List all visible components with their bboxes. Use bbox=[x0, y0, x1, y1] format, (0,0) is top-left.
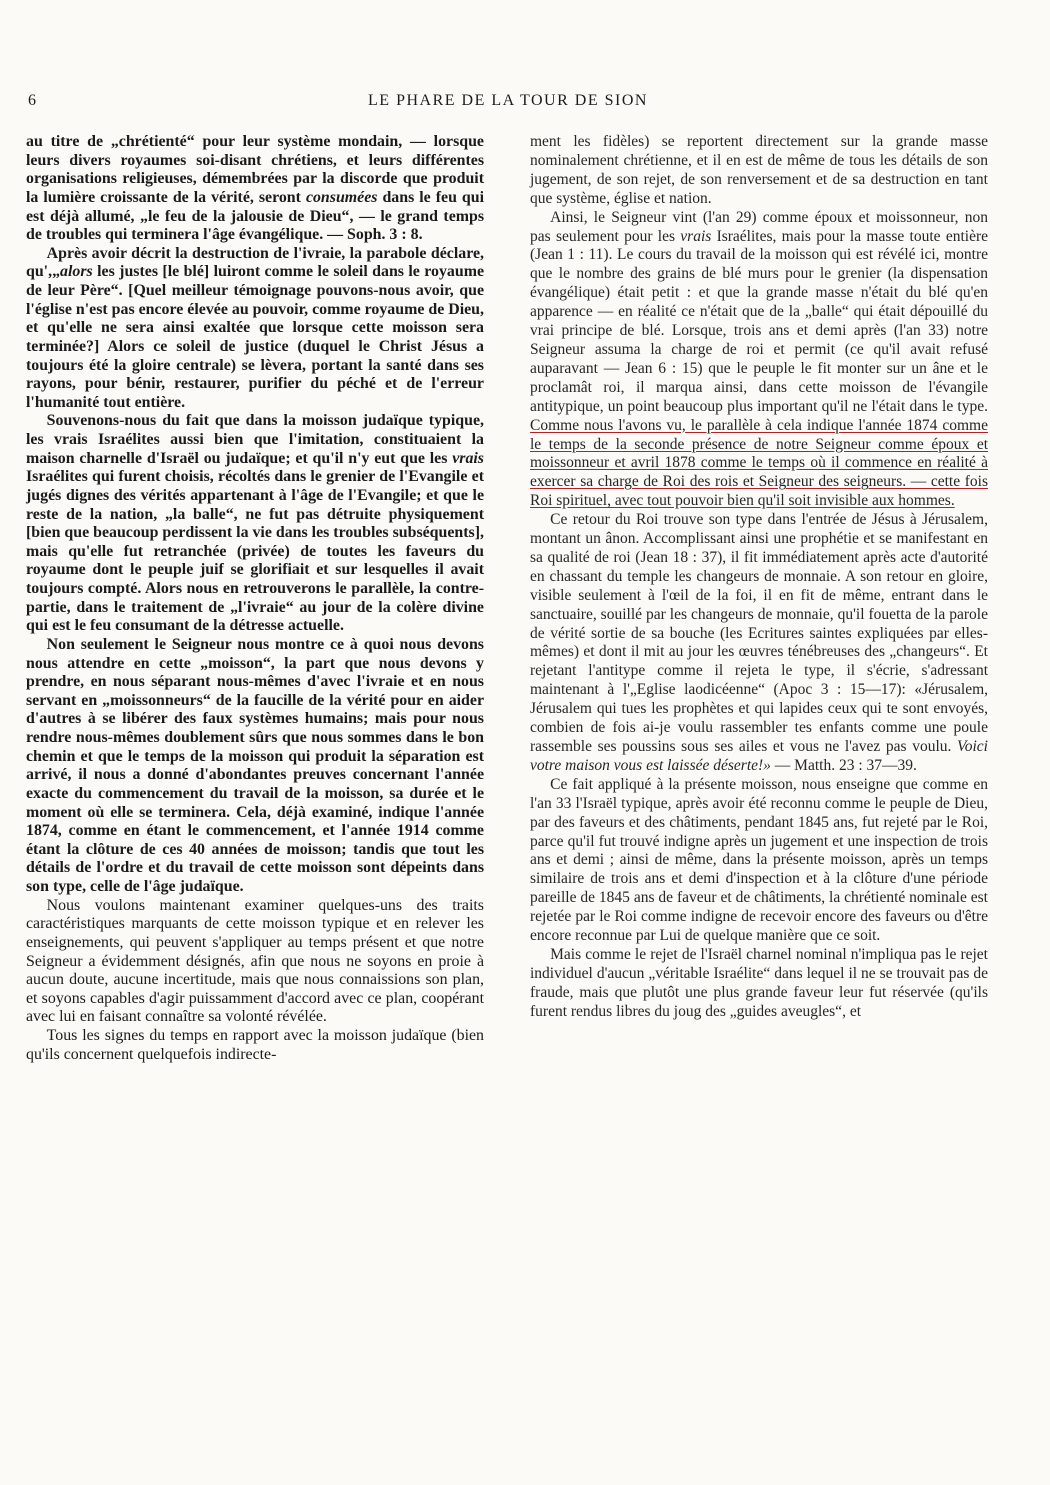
paragraph: Mais comme le rejet de l'Israël charnel nominal n'impliqua pas le rejet individuel d'aucun „véritable Israélite“ dans lequel il ne se trouvait pas de fraude, mais que plutôt une plus grande faveur leur fut réservée (qu'ils furent rendus libres du joug des „guides aveugles“, et bbox=[530, 945, 988, 1020]
paragraph: ment les fidèles) se reportent directement sur la grande masse nominalement chrétienne, et il en est de même de tous les détails de son jugement, de son rejet, de son renversement et de sa destruction en tant que système, église et nation. bbox=[530, 133, 988, 207]
paragraph: Ainsi, le Seigneur vint (l'an 29) comme époux et moissonneur, non pas seulement pour les vrais Israélites, mais pour la masse toute entière (Jean 1 : 11). Le cours du travail de la moisson qui est révélé ici, montre que le nombre des grains de blé murs pour le grenier (la dispensation évangélique) était petit : et que la grande masse n'était du blé qu'en apparence — en réalité ce n'était que de la „balle“ qui était dépouillé du vrai principe de blé. Lorsque, trois ans et demi après (l'an 33) notre Seigneur assuma la charge de roi et permit (ce qu'il avait refusé auparavant — Jean 6 : 15) que le peuple le fit monter sur un âne et le proclamât roi, il marqua ainsi, dans cette moisson de l'évangile antitypique, un point beaucoup plus important qu'il ne l'était dans le type. Comme nous l'avons vu, le parallèle à cela indique l'année 1874 comme le temps de la seconde présence de notre Seigneur comme époux et moissonneur et avril 1878 comme le temps où il commence en réalité à exercer sa charge de Roi des rois et Seigneur des seigneurs. — cette fois Roi spirituel, avec tout pouvoir bien qu'il soit invisible aux hommes. bbox=[530, 208, 988, 510]
paragraph: Tous les signes du temps en rapport avec la moisson judaïque (bien qu'ils concernent quelquefois indirecte- bbox=[26, 1027, 484, 1063]
paragraph: Nous voulons maintenant examiner quelques-uns des traits caractéristiques marquants de cette moisson typique et en relever les enseignements, qui peuvent s'appliquer au temps présent et que notre Seigneur a évidemment désignés, afin que nous ne soyons en proie à aucun doute, aucune incertitude, mais que nous connaissions son plan, et soyons capables d'agir puissamment d'accord avec ce plan, coopérant avec lui en faisant connaître sa volonté révélée. bbox=[26, 896, 484, 1026]
paragraph: Ce fait appliqué à la présente moisson, nous enseigne que comme en l'an 33 l'Israël typique, après avoir été reconnu comme le peuple de Dieu, par des faveurs et des châtiments, pendant 1845 ans, fut rejeté par le Roi, parce qu'il fut trouvé indigne après un jugement et une inspection de trois ans et demi ; ainsi de même, dans la présente moisson, après un temps similaire de trois ans et demi d'inspection et à la clôture d'une période pareille de 1845 ans de faveur et de châtiments, la chrétienté nominale est rejetée par le Roi comme indigne de recevoir encore des faveurs ou d'être encore reconnue par Lui de quelque manière que ce soit. bbox=[530, 775, 988, 945]
paragraph: Après avoir décrit la destruction de l'ivraie, la parabole déclare, qu',„alors les justes [le blé] luiront comme le soleil dans le royaume de leur Père“. [Quel meilleur témoignage pouvons-nous avoir, que l'église n'est pas encore élevée au pouvoir, comme royaume de Dieu, et qu'elle ne sera ainsi exaltée que lorsque cette moisson sera terminée?] Alors ce soleil de justice (duquel le Christ Jésus a toujours été la gloire centrale) se lèvera, portant la santé dans ses rayons, pour bénir, restaurer, purifier du péché et de l'erreur l'humanité tout entière. bbox=[26, 244, 484, 411]
paragraph: Non seulement le Seigneur nous montre ce à quoi nous devons nous attendre en cette „moisson“, la part que nous devons y prendre, en nous séparant nous-mêmes d'avec l'ivraie et en nous servant en „moissonneurs“ de la faucille de la vérité pour en aider d'autres à se libérer des faux systèmes humains; mais pour nous rendre nous-mêmes doublement sûrs que nous sommes dans le bon chemin et que le temps de la moisson qui produit la séparation est arrivé, il nous a donné d'abondantes preuves concernant l'année exacte du commencement du travail de la moisson, sa durée et le moment où elle se terminera. Cela, déjà examiné, indique l'année 1874, comme en étant le commencement, et l'année 1914 comme étant la clôture de ces 40 années de moisson; tandis que tout les détails de l'ordre et du travail de cette moisson sont dépeints dans son type, celle de l'âge judaïque. bbox=[26, 635, 484, 895]
page-header bbox=[28, 92, 988, 116]
right-column bbox=[530, 133, 988, 1022]
paragraph: au titre de „chrétienté“ pour leur système mondain, — lorsque leurs divers royaumes soi-disant chrétiens, et leurs différentes organisations religieuses, démembrées par la discorde que produit la lumière croissante de la vérité, seront consumées dans le feu qui est déjà allumé, „le feu de la jalousie de Dieu“, — le grand temps de troubles qui terminera l'âge évangélique. — Soph. 3 : 8. bbox=[26, 133, 485, 244]
paragraph: Souvenons-nous du fait que dans la moisson judaïque typique, les vrais Israélites aussi bien que l'imitation, constituaient la maison charnelle d'Israël ou judaïque; et qu'il n'y eut que les vrais Israélites qui furent choisis, récoltés dans le grenier de l'Evangile et jugés dignes des vérités appartenant à l'âge de l'Evangile; et que le reste de la nation, „la balle“, ne fut pas détruite physiquement [bien que beaucoup perdissent la vie dans les troubles subséquents], mais qu'elle fut retranchée (privée) de toutes les faveurs du royaume dont le peuple juif se glorifiait et sur lesquelles il avait toujours compté. Alors nous en retrouverons le parallèle, la contre-partie, dans le traitement de „l'ivraie“ au jour de la colère divine qui est le feu consumant de la détresse actuelle. bbox=[26, 412, 484, 635]
underlined-passage: Comme nous l'avons vu, le parallèle à cela indique l'année 1874 comme le temps de la seconde présence de notre Seigneur comme époux et moissonneur et avril 1878 comme le temps où il commence en réalité à exercer sa charge de Roi des rois et Seigneur des seigneurs. — cette fois Roi spirituel, avec tout pouvoir bien qu'il soit invisible aux hommes. bbox=[530, 416, 988, 510]
left-column bbox=[26, 133, 484, 1064]
page-number: 6 bbox=[28, 92, 36, 109]
paragraph: Ce retour du Roi trouve son type dans l'entrée de Jésus à Jérusalem, montant un ânon. Accomplissant ainsi une prophétie et se manifestant en sa qualité de roi (Jean 18 : 37), il fit immédiatement après acte d'autorité en chassant du temple les changeurs de monnaie. A son retour en gloire, visible seulement à l'œil de la foi, il en fit de même, entrant dans le sanctuaire, souillé par les changeurs de monnaie, qu'il fouetta de la parole de vérité sortie de sa bouche (les Ecritures saintes expliquées par elles-mêmes) et dont il mit au jour les œuvres ténébreuses des „changeurs“. Et rejetant l'antitype comme il rejeta le type, il s'écrie, s'adressant maintenant à l'„Eglise laodicéenne“ (Apoc 3 : 15—17): «Jérusalem, Jérusalem qui tues les prophètes et qui lapides ceux qui te sont envoyés, combien de fois ai-je voulu rassembler tes enfants comme une poule rassemble ses poussins sous ses ailes et vous ne l'avez pas voulu. Voici votre maison vous est laissée déserte!» — Matth. 23 : 37—39. bbox=[530, 511, 988, 774]
running-title: LE PHARE DE LA TOUR DE SION bbox=[368, 92, 648, 109]
